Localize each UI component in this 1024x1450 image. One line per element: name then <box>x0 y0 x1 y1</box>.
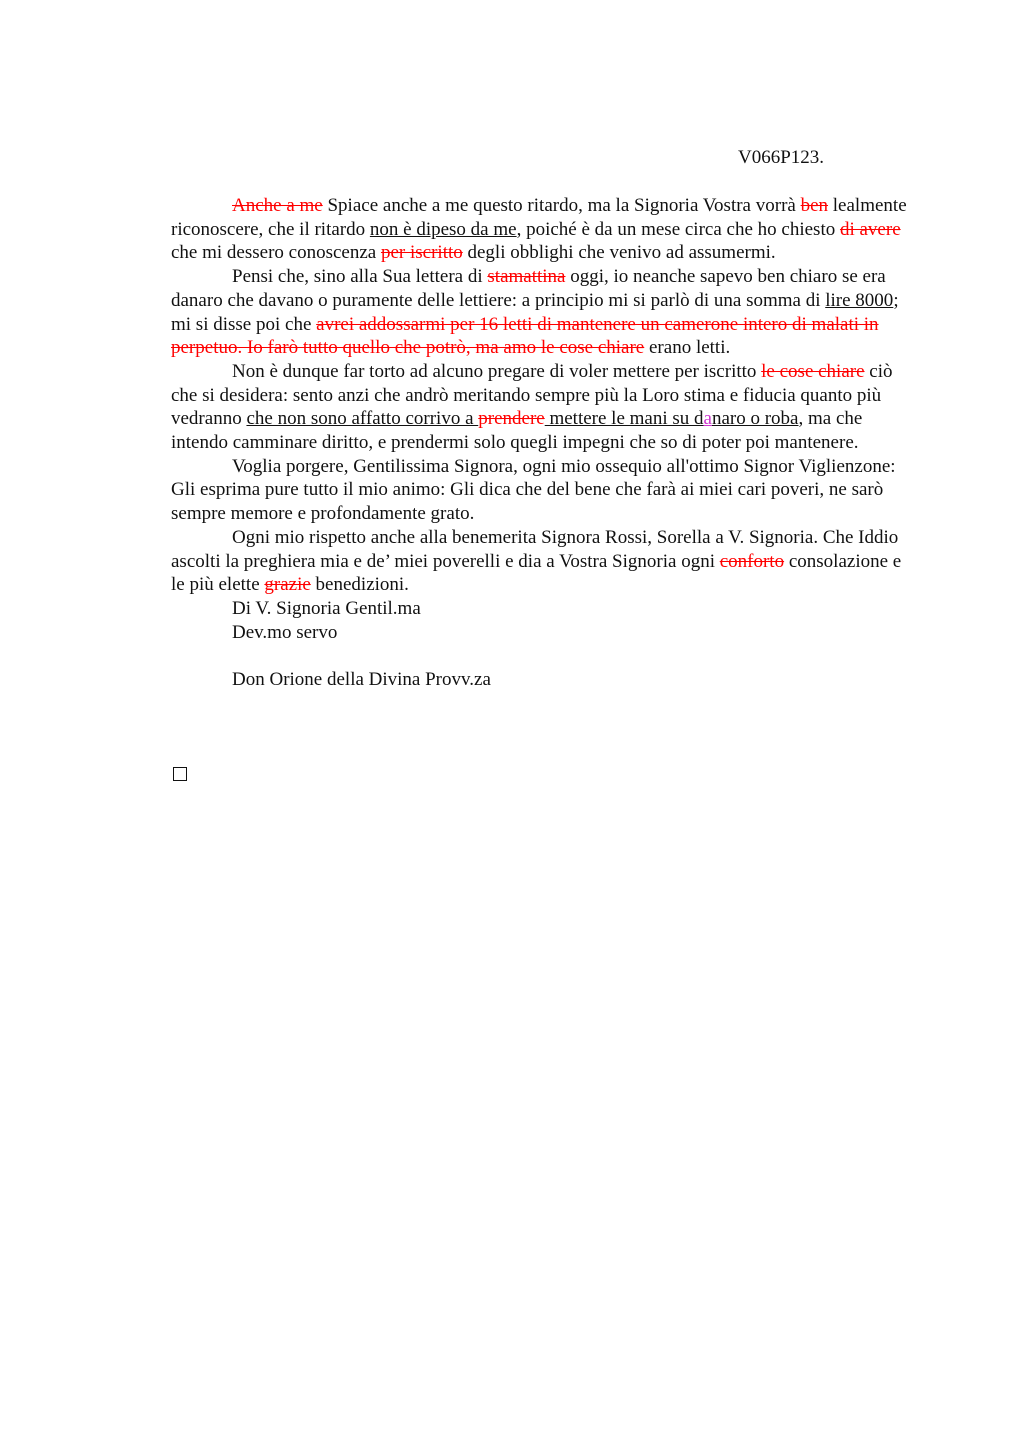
deleted-text: grazie <box>264 574 311 596</box>
deleted-text: avrei addossarmi per 16 letti di mantenere un camerone intero di malati in perpetuo. Io farò tutto quello che potrò, ma amo le cose chiare <box>171 313 879 359</box>
underlined-text: che non sono affatto corrivo a <box>246 408 479 430</box>
checkbox-square-icon <box>173 767 187 781</box>
paragraph-text: , ma che intendo camminare diritto, e prendermi solo quegli impegni che so di poter poi mantenere. <box>171 408 863 454</box>
deleted-text: stamattina <box>487 266 566 288</box>
underlined-text: mettere le mani su d <box>544 408 704 430</box>
paragraph-1 <box>171 194 916 265</box>
underlined-text: naro o roba <box>711 408 799 430</box>
paragraph-text: benedizioni. <box>310 574 409 596</box>
deleted-text: di avere <box>839 218 901 240</box>
paragraph-5 <box>171 526 916 597</box>
deleted-text: conforto <box>719 550 785 572</box>
paragraph-text: ciò che si desidera: sento anzi che andrò meritando sempre più la Loro stima e fiducia quanto più vedranno <box>171 360 893 430</box>
closing-servant: Dev.mo servo <box>232 621 338 643</box>
signature: Don Orione della Divina Provv.za <box>232 669 491 691</box>
spacer <box>171 644 916 668</box>
paragraph-3 <box>171 360 916 455</box>
paragraph-2 <box>171 265 916 360</box>
underlined-text: lire 8000 <box>825 289 894 311</box>
paragraph-text: oggi, io neanche sapevo ben chiaro se era danaro che davano o puramente delle lettiere: a principio mi si parlò di una somma di <box>171 266 886 311</box>
paragraph-text: consolazione e le più elette <box>171 550 902 596</box>
deleted-text: ben <box>800 195 829 216</box>
closing-salutation: Di V. Signoria Gentil.ma <box>232 597 421 619</box>
paragraph-text: lealmente riconoscere, che il ritardo <box>171 195 907 240</box>
paragraph-text: Ogni mio rispetto anche alla benemerita Signora Rossi, Sorella a V. Signoria. Che Iddio ascolti la preghiera mia e de’ miei poverelli e dia a Vostra Signoria ogni <box>171 526 899 572</box>
letter-body <box>171 194 916 692</box>
paragraph-text: Spiace anche a me questo ritardo, ma la Signoria Vostra vorrà <box>322 195 801 216</box>
paragraph-text: che mi dessero conoscenza <box>171 242 381 264</box>
paragraph-text: ; mi si disse poi che <box>171 289 899 335</box>
paragraph-text: degli obblighi che venivo ad assumermi. <box>462 242 776 264</box>
document-id: V066P123. <box>738 147 825 168</box>
paragraph-text: Voglia porgere, Gentilissima Signora, ogni mio ossequio all'ottimo Signor Viglienzone: Gli esprima pure tutto il mio animo: Gli dica che del bene che farà ai miei cari poveri, ne sarò sempre memore e profondamente grato. <box>171 455 896 525</box>
inserted-text: a <box>703 408 712 430</box>
deleted-text: le cose chiare <box>761 360 865 382</box>
paragraph-text: Non è dunque far torto ad alcuno pregare di voler mettere per iscritto <box>232 360 762 382</box>
paragraph-4 <box>171 455 916 526</box>
deleted-text: per iscritto <box>380 242 463 264</box>
deleted-text: prendere <box>478 408 545 430</box>
paragraph-text: , poiché è da un mese circa che ho chiesto <box>516 218 840 240</box>
underlined-text: non è dipeso da me <box>369 218 517 240</box>
paragraph-text: Pensi che, sino alla Sua lettera di <box>232 266 488 288</box>
deleted-text: Anche a me <box>232 195 323 216</box>
paragraph-text: erano letti. <box>644 337 731 359</box>
